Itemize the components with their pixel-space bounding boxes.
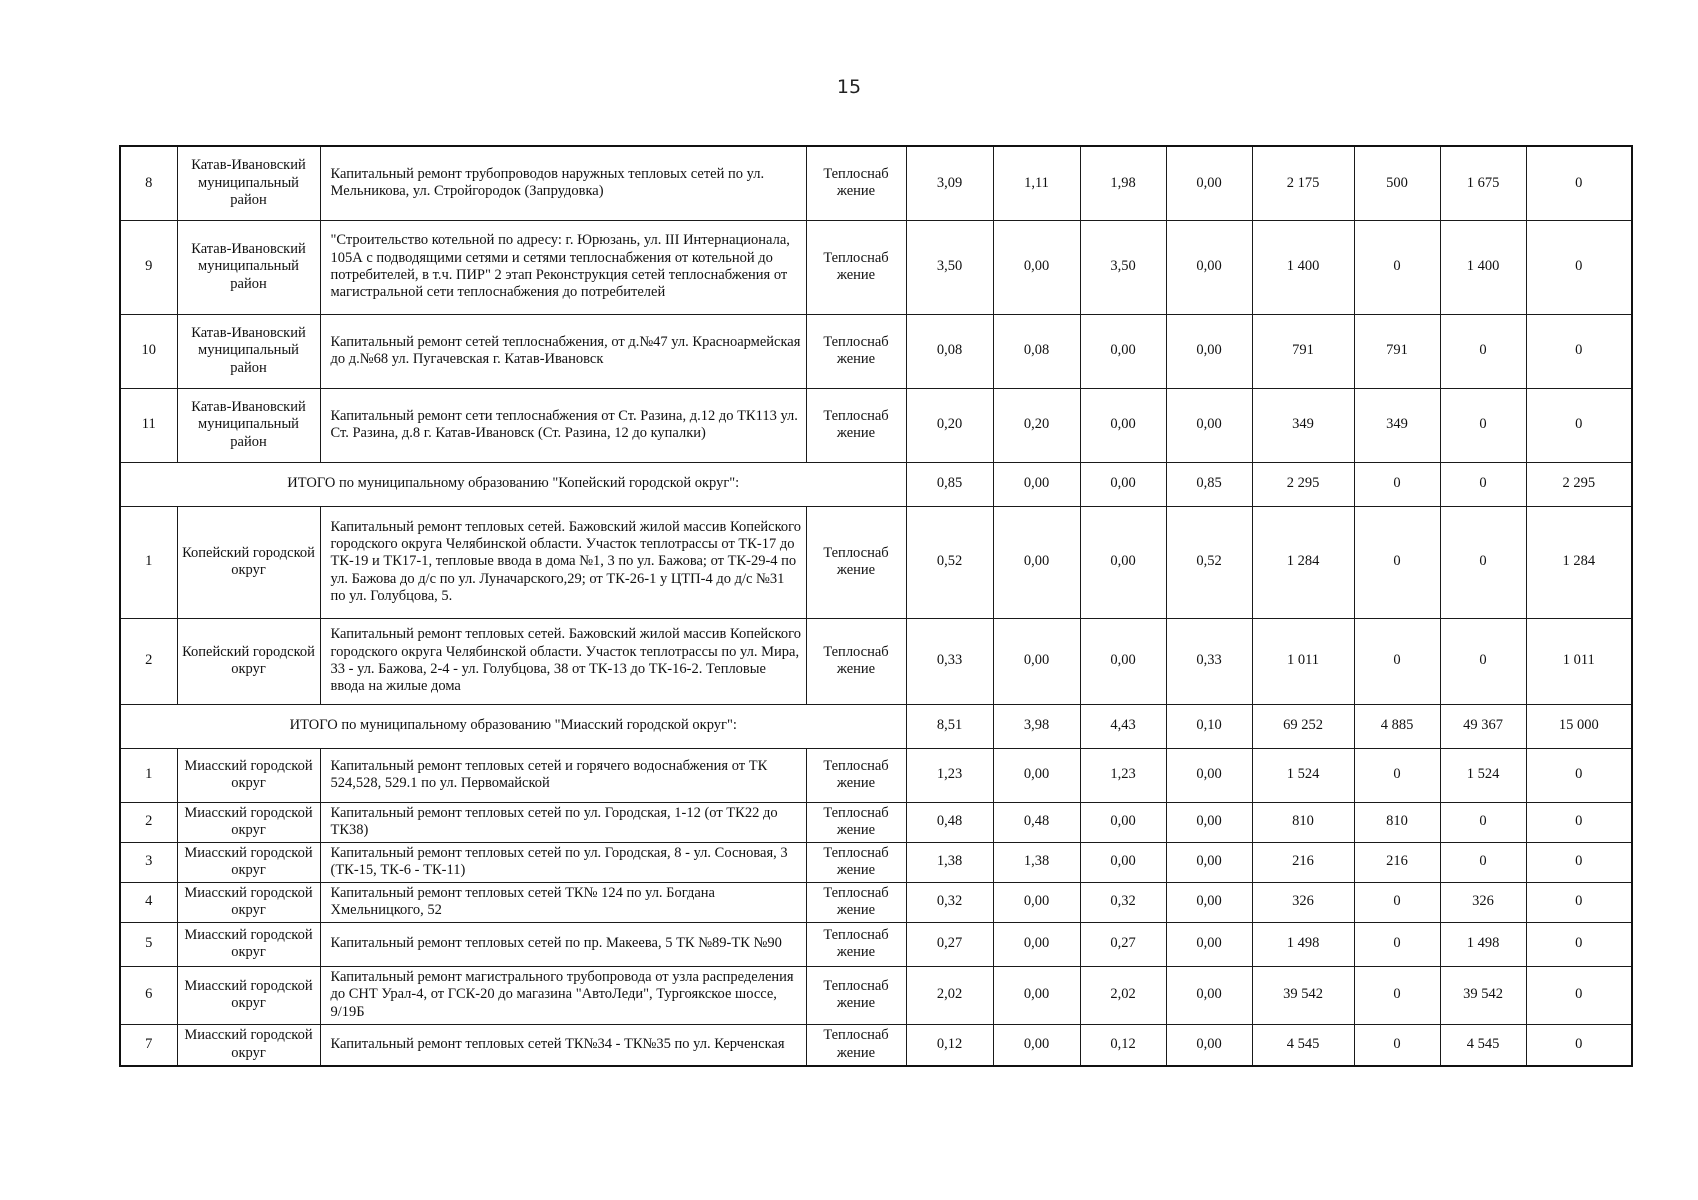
value-v6: 500: [1354, 146, 1440, 220]
value-v8: 0: [1526, 882, 1632, 922]
total-label: ИТОГО по муниципальному образованию "Копейский городской округ":: [120, 462, 906, 506]
work-description: Капитальный ремонт сетей теплоснабжения, от д.№47 ул. Красноармейская до д.№68 ул. Пугачевская г. Катав-Ивановск: [320, 314, 806, 388]
total-value-v3: 4,43: [1080, 704, 1166, 748]
table-row: [120, 802, 1632, 842]
value-v7: 1 498: [1440, 922, 1526, 966]
value-v4: 0,33: [1166, 618, 1252, 704]
total-value-v5: 69 252: [1252, 704, 1354, 748]
row-number: 1: [120, 748, 177, 802]
work-type: Теплоснаб жение: [806, 922, 906, 966]
value-v1: 0,08: [906, 314, 993, 388]
row-number: 11: [120, 388, 177, 462]
work-description: Капитальный ремонт тепловых сетей по ул. Городская, 8 - ул. Сосновая, 3 (ТК-15, ТК-6 - ТК-11): [320, 842, 806, 882]
total-value-v8: 15 000: [1526, 704, 1632, 748]
value-v5: 326: [1252, 882, 1354, 922]
value-v6: 0: [1354, 506, 1440, 618]
total-value-v1: 0,85: [906, 462, 993, 506]
value-v4: 0,00: [1166, 802, 1252, 842]
value-v1: 0,27: [906, 922, 993, 966]
value-v2: 0,00: [993, 1024, 1080, 1066]
value-v7: 0: [1440, 314, 1526, 388]
work-type: Теплоснаб жение: [806, 618, 906, 704]
value-v1: 0,33: [906, 618, 993, 704]
value-v8: 0: [1526, 922, 1632, 966]
value-v4: 0,52: [1166, 506, 1252, 618]
value-v4: 0,00: [1166, 922, 1252, 966]
value-v6: 0: [1354, 748, 1440, 802]
municipality: Миасский городской округ: [177, 802, 320, 842]
work-type: Теплоснаб жение: [806, 220, 906, 314]
row-number: 2: [120, 618, 177, 704]
value-v2: 0,48: [993, 802, 1080, 842]
value-v2: 0,00: [993, 506, 1080, 618]
value-v4: 0,00: [1166, 388, 1252, 462]
value-v7: 1 675: [1440, 146, 1526, 220]
total-value-v7: 49 367: [1440, 704, 1526, 748]
value-v2: 0,08: [993, 314, 1080, 388]
total-value-v5: 2 295: [1252, 462, 1354, 506]
value-v3: 0,27: [1080, 922, 1166, 966]
row-number: 3: [120, 842, 177, 882]
value-v1: 0,52: [906, 506, 993, 618]
municipality: Миасский городской округ: [177, 882, 320, 922]
value-v1: 2,02: [906, 966, 993, 1024]
value-v8: 0: [1526, 146, 1632, 220]
value-v4: 0,00: [1166, 146, 1252, 220]
value-v5: 791: [1252, 314, 1354, 388]
work-description: Капитальный ремонт тепловых сетей ТК№ 124 по ул. Богдана Хмельницкого, 52: [320, 882, 806, 922]
value-v2: 0,00: [993, 220, 1080, 314]
value-v1: 1,23: [906, 748, 993, 802]
value-v7: 0: [1440, 802, 1526, 842]
value-v4: 0,00: [1166, 220, 1252, 314]
row-number: 1: [120, 506, 177, 618]
value-v5: 810: [1252, 802, 1354, 842]
value-v8: 0: [1526, 1024, 1632, 1066]
table-row: [120, 966, 1632, 1024]
row-number: 8: [120, 146, 177, 220]
value-v4: 0,00: [1166, 1024, 1252, 1066]
value-v4: 0,00: [1166, 882, 1252, 922]
municipality: Миасский городской округ: [177, 1024, 320, 1066]
work-description: Капитальный ремонт сети теплоснабжения от Ст. Разина, д.12 до ТК113 ул. Ст. Разина, д.8 г. Катав-Ивановск (Ст. Разина, 12 до купалки): [320, 388, 806, 462]
value-v3: 0,00: [1080, 618, 1166, 704]
total-value-v1: 8,51: [906, 704, 993, 748]
value-v3: 0,00: [1080, 842, 1166, 882]
value-v1: 3,09: [906, 146, 993, 220]
value-v5: 1 400: [1252, 220, 1354, 314]
row-number: 4: [120, 882, 177, 922]
value-v6: 349: [1354, 388, 1440, 462]
value-v3: 0,12: [1080, 1024, 1166, 1066]
value-v5: 1 011: [1252, 618, 1354, 704]
page-number: 15: [836, 76, 862, 98]
table-row: [120, 922, 1632, 966]
work-type: Теплоснаб жение: [806, 802, 906, 842]
value-v1: 0,48: [906, 802, 993, 842]
municipality: Катав-Ивановский муниципальный район: [177, 146, 320, 220]
value-v6: 0: [1354, 966, 1440, 1024]
total-value-v4: 0,85: [1166, 462, 1252, 506]
table-row: [120, 1024, 1632, 1066]
value-v6: 0: [1354, 220, 1440, 314]
work-type: Теплоснаб жение: [806, 748, 906, 802]
table-row: [120, 314, 1632, 388]
value-v8: 1 011: [1526, 618, 1632, 704]
work-type: Теплоснаб жение: [806, 882, 906, 922]
value-v7: 0: [1440, 388, 1526, 462]
value-v3: 0,32: [1080, 882, 1166, 922]
work-description: Капитальный ремонт тепловых сетей по ул. Городская, 1-12 (от ТК22 до ТК38): [320, 802, 806, 842]
value-v7: 326: [1440, 882, 1526, 922]
row-number: 2: [120, 802, 177, 842]
value-v7: 1 524: [1440, 748, 1526, 802]
value-v3: 3,50: [1080, 220, 1166, 314]
value-v3: 0,00: [1080, 506, 1166, 618]
work-type: Теплоснаб жение: [806, 966, 906, 1024]
table-row: [120, 882, 1632, 922]
value-v3: 1,98: [1080, 146, 1166, 220]
value-v7: 0: [1440, 618, 1526, 704]
municipality: Катав-Ивановский муниципальный район: [177, 388, 320, 462]
value-v6: 0: [1354, 1024, 1440, 1066]
work-description: Капитальный ремонт тепловых сетей и горячего водоснабжения от ТК 524,528, 529.1 по ул. Первомайской: [320, 748, 806, 802]
work-description: Капитальный ремонт тепловых сетей. Бажовский жилой массив Копейского городского округа Челябинской области. Участок теплотрассы от ТК-17 до ТК-19 и ТК17-1, тепловые ввода в дома №1, 3 по ул. Бажова; от ТК-29-4 по ул. Бажова до д/с по ул. Луначарского,29; от ТК-26-1 у ЦТП-4 до д/с №31 по ул. Голубцова, 5.: [320, 506, 806, 618]
value-v4: 0,00: [1166, 966, 1252, 1024]
municipality: Миасский городской округ: [177, 842, 320, 882]
value-v2: 0,00: [993, 618, 1080, 704]
row-number: 9: [120, 220, 177, 314]
value-v7: 0: [1440, 842, 1526, 882]
value-v5: 4 545: [1252, 1024, 1354, 1066]
work-description: Капитальный ремонт магистрального трубопровода от узла распределения до СНТ Урал-4, от ГСК-20 до магазина "АвтоЛеди", Тургоякское шоссе, 9/19Б: [320, 966, 806, 1024]
value-v1: 3,50: [906, 220, 993, 314]
total-value-v2: 3,98: [993, 704, 1080, 748]
municipality: Миасский городской округ: [177, 966, 320, 1024]
table-row: [120, 618, 1632, 704]
total-value-v6: 4 885: [1354, 704, 1440, 748]
value-v8: 0: [1526, 966, 1632, 1024]
work-type: Теплоснаб жение: [806, 314, 906, 388]
work-type: Теплоснаб жение: [806, 1024, 906, 1066]
value-v4: 0,00: [1166, 842, 1252, 882]
value-v8: 0: [1526, 314, 1632, 388]
work-type: Теплоснаб жение: [806, 146, 906, 220]
value-v6: 0: [1354, 922, 1440, 966]
value-v8: 0: [1526, 388, 1632, 462]
value-v8: 1 284: [1526, 506, 1632, 618]
value-v2: 0,20: [993, 388, 1080, 462]
value-v7: 4 545: [1440, 1024, 1526, 1066]
value-v1: 0,12: [906, 1024, 993, 1066]
table-row: [120, 388, 1632, 462]
total-label: ИТОГО по муниципальному образованию "Миасский городской округ":: [120, 704, 906, 748]
value-v2: 1,11: [993, 146, 1080, 220]
table-row: [120, 506, 1632, 618]
row-number: 6: [120, 966, 177, 1024]
value-v7: 0: [1440, 506, 1526, 618]
row-number: 5: [120, 922, 177, 966]
total-value-v8: 2 295: [1526, 462, 1632, 506]
work-description: Капитальный ремонт тепловых сетей. Бажовский жилой массив Копейского городского округа Челябинской области. Участок теплотрассы по ул. Мира, 33 - ул. Бажова, 2-4 - ул. Голубцова, 38 от ТК-13 до ТК-16-2. Тепловые ввода на жилые дома: [320, 618, 806, 704]
value-v5: 216: [1252, 842, 1354, 882]
value-v3: 2,02: [1080, 966, 1166, 1024]
table-row: [120, 146, 1632, 220]
value-v6: 0: [1354, 618, 1440, 704]
value-v5: 1 498: [1252, 922, 1354, 966]
heat-network-repair-table: [119, 145, 1633, 1067]
municipality: Катав-Ивановский муниципальный район: [177, 220, 320, 314]
municipality: Миасский городской округ: [177, 922, 320, 966]
value-v2: 0,00: [993, 922, 1080, 966]
row-number: 10: [120, 314, 177, 388]
value-v8: 0: [1526, 748, 1632, 802]
value-v4: 0,00: [1166, 748, 1252, 802]
municipality: Миасский городской округ: [177, 748, 320, 802]
value-v3: 0,00: [1080, 388, 1166, 462]
table-row: [120, 748, 1632, 802]
value-v2: 0,00: [993, 966, 1080, 1024]
value-v6: 216: [1354, 842, 1440, 882]
value-v8: 0: [1526, 842, 1632, 882]
work-type: Теплоснаб жение: [806, 506, 906, 618]
total-value-v4: 0,10: [1166, 704, 1252, 748]
total-value-v6: 0: [1354, 462, 1440, 506]
value-v8: 0: [1526, 802, 1632, 842]
value-v5: 39 542: [1252, 966, 1354, 1024]
value-v3: 0,00: [1080, 314, 1166, 388]
value-v5: 349: [1252, 388, 1354, 462]
value-v6: 791: [1354, 314, 1440, 388]
work-description: Капитальный ремонт тепловых сетей по пр. Макеева, 5 ТК №89-ТК №90: [320, 922, 806, 966]
value-v6: 0: [1354, 882, 1440, 922]
work-description: Капитальный ремонт тепловых сетей ТК№34 - ТК№35 по ул. Керченская: [320, 1024, 806, 1066]
value-v5: 1 284: [1252, 506, 1354, 618]
total-value-v2: 0,00: [993, 462, 1080, 506]
value-v6: 810: [1354, 802, 1440, 842]
municipality: Копейский городской округ: [177, 618, 320, 704]
table-row: [120, 220, 1632, 314]
value-v1: 0,32: [906, 882, 993, 922]
work-description: "Строительство котельной по адресу: г. Юрюзань, ул. III Интернационала, 105А с подводящими сетями и сетями теплоснабжения от котельной до потребителей, в т.ч. ПИР" 2 этап Реконструкция сетей теплоснабжения от магистральной сети теплоснабжения до потребителей: [320, 220, 806, 314]
value-v2: 0,00: [993, 748, 1080, 802]
total-row: [120, 704, 1632, 748]
total-row: [120, 462, 1632, 506]
value-v1: 1,38: [906, 842, 993, 882]
value-v2: 1,38: [993, 842, 1080, 882]
value-v7: 39 542: [1440, 966, 1526, 1024]
total-value-v7: 0: [1440, 462, 1526, 506]
value-v7: 1 400: [1440, 220, 1526, 314]
value-v3: 1,23: [1080, 748, 1166, 802]
work-description: Капитальный ремонт трубопроводов наружных тепловых сетей по ул. Мельникова, ул. Стройгородок (Запрудовка): [320, 146, 806, 220]
work-type: Теплоснаб жение: [806, 388, 906, 462]
value-v2: 0,00: [993, 882, 1080, 922]
municipality: Катав-Ивановский муниципальный район: [177, 314, 320, 388]
table-row: [120, 842, 1632, 882]
work-type: Теплоснаб жение: [806, 842, 906, 882]
municipality: Копейский городской округ: [177, 506, 320, 618]
value-v8: 0: [1526, 220, 1632, 314]
value-v3: 0,00: [1080, 802, 1166, 842]
total-value-v3: 0,00: [1080, 462, 1166, 506]
value-v5: 2 175: [1252, 146, 1354, 220]
value-v5: 1 524: [1252, 748, 1354, 802]
row-number: 7: [120, 1024, 177, 1066]
value-v1: 0,20: [906, 388, 993, 462]
value-v4: 0,00: [1166, 314, 1252, 388]
